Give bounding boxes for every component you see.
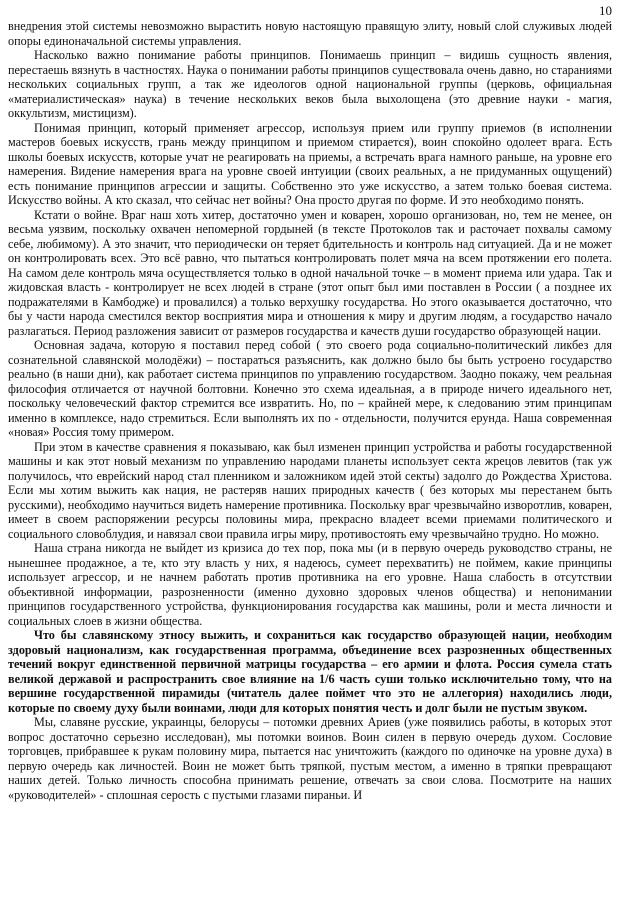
paragraph: При этом в качестве сравнения я показываю, как был изменен принцип устройства и работы государственной машины и как этот новый механизм по управлению народами планеты использует секта жрецов левитов (так уж получилось, что еврейский народ стал пленником и заложником идей этой секты) задолго до Рождества Христова. Если мы хотим выжить как нация, не растеряв наших природных качеств ( без которых мы перестанем быть русскими), необходимо научиться видеть намерение противника. Поскольку враг чрезвычайно изворотлив, коварен, имеет в своем распоряжении ресурсы половины мира, прекрасно владеет всеми приемами политического и социального словоблудия, и навязал свои правила игры миру, противостоять ему чрезвычайно трудно. Но можно. [8, 439, 612, 541]
paragraph: Мы, славяне русские, украинцы, белорусы – потомки древних Ариев (уже появились работы, в которых этот вопрос достаточно серьезно исследован), мы потомки воинов. Воин силен в первую очередь духом. Сословие торговцев, прибравшее к рукам половину мира, пытается нас уничтожить (каждого по одиночке на уровне духа) в первую очередь как личностей. Воин не может быть тряпкой, пустым местом, а именно в тряпки превращают наших детей. Только личность способна принимать решение, отвечать за свои слова. Посмотрите на наших «руководителей» - сплошная серость с пустыми глазами пираньи. И [8, 715, 612, 802]
paragraph: Что бы славянскому этносу выжить, и сохраниться как государство образующей нации, необходим здоровый национализм, как государственная программа, объединение всех разрозненных общественных течений вокруг единственной первичной матрицы государства – его армии и флота. Россия сумела стать великой державой и распространить свое влияние на 1/6 часть суши только исключительно тому, что на вершине государственной пирамиды (читатель далее поймет что это не аллегория) находились люди, которые по своему духу были воинами, люди для которых понятия честь и долг были не пустым звуком. [8, 628, 612, 715]
paragraph: внедрения этой системы невозможно вырастить новую настоящую правящую элиту, новый слой служивых людей опоры единоначальной системы управления. [8, 19, 612, 48]
paragraph: Наша страна никогда не выйдет из кризиса до тех пор, пока мы (и в первую очередь руководство страны, не нынешнее продажное, а те, кто эту власть у них, я надеюсь, сумеет перехватить) не поймем, какие принципы использует агрессор, и не начнем работать против противника на его уровне. Наша слабость в отсутствии объективной информации, разрозненности (именно духовно здоровых членов общества) и непонимании принципов государственного устройства, функционирования государства как машины, роли и места личности и социальных слоев в жизни общества. [8, 541, 612, 628]
paragraph: Кстати о войне. Враг наш хоть хитер, достаточно умен и коварен, хорошо организован, но, тем не менее, он весьма уязвим, поскольку охвачен непомерной гордыней (в тексте Протоколов так и расточает похвалы самому себе, любимому). А это значит, что периодически он теряет бдительность и контроль над ситуацией. Да и не может он контролировать всех. Это всё равно, что пытаться контролировать полет мяча на всем протяжении его полета. На самом деле контроль мяча осуществляется только в одной начальной точке – в момент приема или удара. Так и жидовская власть - контролирует не всех людей в стране (этот опыт был ими поставлен в России ( а позднее их подражателями в Камбодже) и провалился) а только верхушку государства. Но этого оказывается достаточно, что бы у части народа сместился вектор восприятия мира и отношения к миру и другим людям, а государство начало разлагаться. Период разложения зависит от размеров государства и качеств души государство образующей нации. [8, 207, 612, 338]
page-number: 10 [599, 3, 612, 18]
paragraph: Понимая принцип, который применяет агрессор, используя прием или группу приемов (в исполнении мастеров боевых искусств, грань между принципом и приемом стирается), воин спокойно одолеет врага. Есть школы боевых искусств, которые учат не реагировать на приемы, а встречать врага намного раньше, на уровне его намерения. Видение намерения врага на уровне своей интуиции (своих реальных, а не придуманных ощущений) есть понимание принципов агрессии и защиты. Собственно это уже искусство, а затем только боевая система. Искусство войны. А кто сказал, что сейчас нет войны? Она просто другая по форме. И это необходимо понять. [8, 120, 612, 207]
document-body [8, 19, 612, 802]
paragraph: Насколько важно понимание работы принципов. Понимаешь принцип – видишь сущность явления, перестаешь вязнуть в частностях. Наука о понимании работы принципов существовала очень давно, но стараниями нескольких социальных групп, а так же идеологов одной национальной группы (церковь, официальная «материалистическая» наука) в течение нескольких веков была выхолощена (это древние науки - магия, оккультизм, мистицизм). [8, 48, 612, 120]
paragraph: Основная задача, которую я поставил перед собой ( это своего рода социально-политический ликбез для сознательной славянской молодёжи) – постараться разъяснить, как должно было бы быть устроено государство реально (в наши дни), как работает система принципов по управлению государством. Заодно покажу, чем реальная философия отличается от научной болтовни. Конечно это схема идеальная, а в природе ничего идеального нет, поскольку человеческий фактор стремится все извратить. Но, по – крайней мере, к следованию этим принципам именно в комплексе, надо стремиться. Если выполнять их по - отдельности, получится ерунда. Наша современная «новая» Россия тому примером. [8, 338, 612, 439]
